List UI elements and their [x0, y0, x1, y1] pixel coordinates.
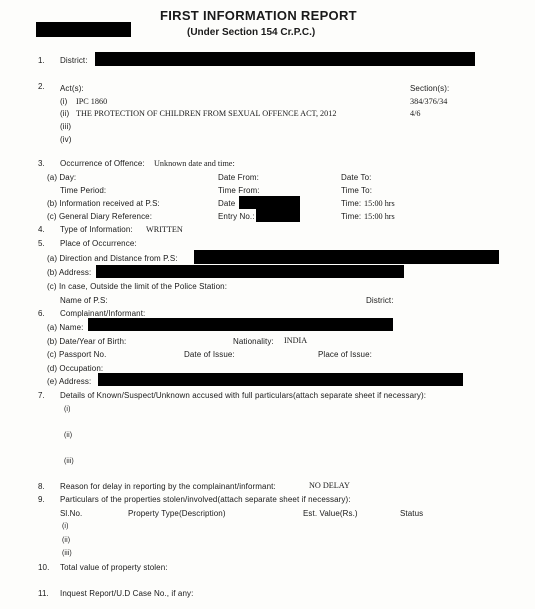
day-label: (a) Day: [47, 173, 77, 182]
inquest-report-label: Inquest Report/U.D Case No., if any: [60, 589, 194, 598]
sections-label: Section(s): [410, 84, 450, 93]
outside-limit-label: (c) In case, Outside the limit of the Police Station: [47, 282, 228, 291]
total-value-label: Total value of property stolen: [60, 563, 168, 572]
info-time-value: 15:00 hrs [364, 199, 395, 208]
info-type-value: WRITTEN [146, 225, 183, 234]
place-label: Place of Occurrence: [60, 239, 137, 248]
complainant-label: Complainant/Informant: [60, 309, 146, 318]
passport-label: (c) Passport No. [47, 350, 107, 359]
redacted-place-address [96, 265, 404, 278]
section-8-number: 8. [38, 482, 45, 491]
section-4-number: 4. [38, 225, 45, 234]
section-7-number: 7. [38, 391, 45, 400]
ps-name-label: Name of P.S: [60, 296, 108, 305]
direction-label: (a) Direction and Distance from P.S: [47, 254, 178, 263]
info-type-label: Type of Information: [60, 225, 133, 234]
date-of-issue-label: Date of Issue: [184, 350, 235, 359]
section-6-number: 6. [38, 309, 45, 318]
info-received-label: (b) Information received at P.S: [47, 199, 160, 208]
report-subtitle: (Under Section 154 Cr.P.C.) [187, 27, 316, 38]
act-item-roman: (iv) [60, 135, 72, 144]
place-address-label: (b) Address: [47, 268, 92, 277]
col-slno-header: Sl.No. [60, 509, 83, 518]
act-item-roman: (i) [60, 97, 68, 106]
info-time-label: Time: [341, 199, 362, 208]
properties-label: Particulars of the properties stolen/involved(attach separate sheet if necessary): [60, 495, 351, 504]
act-item-value: THE PROTECTION OF CHILDREN FROM SEXUAL OFFENCE ACT, 2012 [76, 109, 337, 118]
act-item-section: 4/6 [410, 109, 421, 118]
delay-reason-value: NO DELAY [309, 481, 350, 490]
section-1-number: 1. [38, 56, 45, 65]
col-type-header: Property Type(Description) [128, 509, 226, 518]
redacted-entry-no [256, 209, 300, 222]
col-status-header: Status [400, 509, 424, 518]
redacted-complainant-name [88, 318, 393, 331]
gd-time-label: Time: [341, 212, 362, 221]
accused-item: (iii) [64, 458, 74, 465]
redacted-complainant-address [98, 373, 463, 386]
district-label: District: [60, 56, 88, 65]
delay-reason-label: Reason for delay in reporting by the complainant/informant: [60, 482, 276, 491]
property-item: (iii) [62, 550, 72, 557]
date-from-label: Date From: [218, 173, 260, 182]
section-5-number: 5. [38, 239, 45, 248]
col-value-header: Est. Value(Rs.) [303, 509, 358, 518]
report-title: FIRST INFORMATION REPORT [160, 8, 357, 23]
accused-item: (ii) [64, 432, 73, 439]
act-item-value: IPC 1860 [76, 97, 108, 106]
redacted-district [95, 52, 475, 66]
act-item-roman: (iii) [60, 122, 72, 131]
entry-no-label: Entry No.: [218, 212, 255, 221]
nationality-value: INDIA [284, 336, 308, 345]
redacted-info-date [239, 196, 300, 209]
info-date-label: Date [218, 199, 236, 208]
place-of-issue-label: Place of Issue: [318, 350, 372, 359]
act-item-section: 384/376/34 [410, 97, 448, 106]
time-period-label: Time Period: [60, 186, 107, 195]
section-11-number: 11. [38, 589, 49, 598]
act-item-roman: (ii) [60, 109, 70, 118]
complainant-name-label: (a) Name: [47, 323, 84, 332]
property-item: (i) [62, 523, 69, 530]
occurrence-label: Occurrence of Offence: [60, 159, 145, 168]
gd-time-value: 15:00 hrs [364, 212, 395, 221]
property-item: (ii) [62, 537, 71, 544]
occurrence-value: Unknown date and time: [154, 159, 235, 168]
nationality-label: Nationality: [233, 337, 274, 346]
section-2-number: 2. [38, 82, 45, 91]
occupation-label: (d) Occupation: [47, 364, 104, 373]
accused-item: (i) [64, 406, 71, 413]
outside-district-label: District: [366, 296, 394, 305]
date-to-label: Date To: [341, 173, 372, 182]
section-10-number: 10. [38, 563, 50, 572]
dob-label: (b) Date/Year of Birth: [47, 337, 127, 346]
acts-label: Act(s): [60, 84, 84, 93]
redacted-header-block [36, 22, 131, 37]
gd-reference-label: (c) General Diary Reference: [47, 212, 153, 221]
section-9-number: 9. [38, 495, 45, 504]
complainant-address-label: (e) Address: [47, 377, 92, 386]
redacted-direction [194, 250, 499, 264]
time-from-label: Time From: [218, 186, 260, 195]
time-to-label: Time To: [341, 186, 373, 195]
accused-details-label: Details of Known/Suspect/Unknown accused with full particulars(attach separate sheet if necessary): [60, 391, 427, 400]
section-3-number: 3. [38, 159, 45, 168]
